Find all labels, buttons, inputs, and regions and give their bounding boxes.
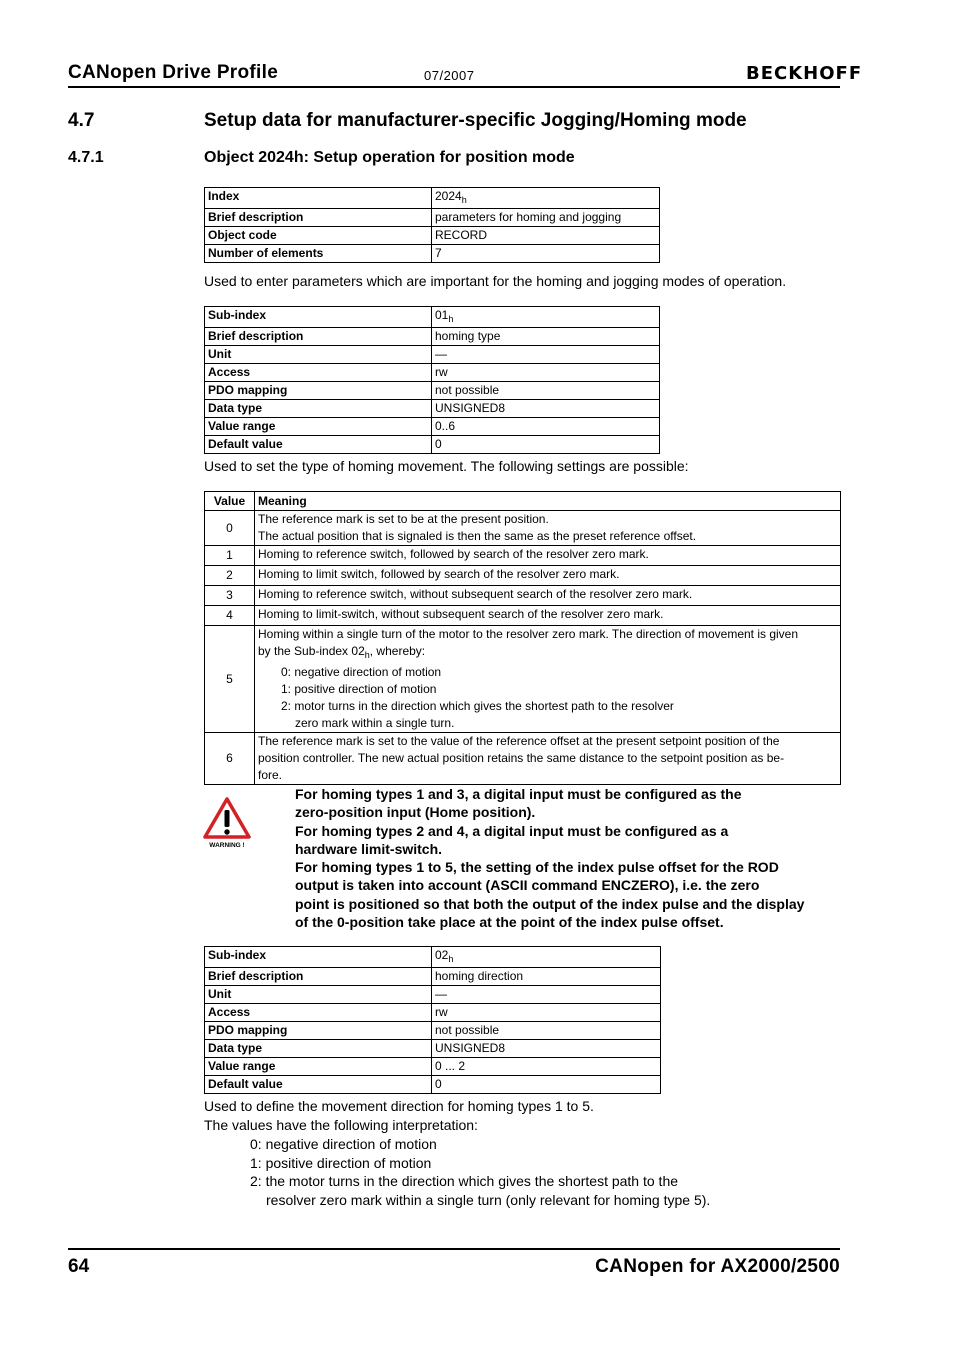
warning-icon-label: WARNING ! — [209, 842, 245, 849]
header-rule — [68, 86, 840, 88]
meaning-text: by the Sub-index 02 — [258, 644, 365, 658]
meaning-line: fore. — [258, 768, 283, 782]
table-row — [205, 566, 841, 586]
index-number: 2024 — [435, 189, 462, 203]
homing-meaning: Homing to limit switch, followed by search of the resolver zero mark. — [255, 566, 841, 586]
meaning-line: position controller. The new actual position retains the same distance to the setpoint position as be- — [258, 751, 785, 765]
homing-meaning: Homing to reference switch, without subsequent search of the resolver zero mark. — [255, 586, 841, 606]
warning-line: zero-position input (Home position). — [295, 804, 536, 821]
table-value: 7 — [432, 245, 660, 263]
table-key: Default value — [205, 1076, 432, 1094]
table-value: UNSIGNED8 — [432, 400, 660, 418]
table-value: rw — [432, 1004, 661, 1022]
table-value: — — [432, 986, 661, 1004]
document-date: 07/2007 — [424, 68, 475, 83]
table-key: Index — [205, 188, 432, 209]
table-row — [205, 1022, 661, 1040]
table-key: Sub-index — [205, 307, 432, 328]
warning-icon — [203, 797, 251, 849]
object-info-table — [204, 187, 660, 263]
warning-line: point is positioned so that both the output of the index pulse and the display — [295, 895, 805, 912]
homing-meaning: Homing to reference switch, followed by search of the resolver zero mark. — [255, 546, 841, 566]
meaning-text: , whereby: — [369, 644, 426, 658]
homing-value: 3 — [205, 586, 255, 606]
table-row — [205, 245, 660, 263]
table-row — [205, 209, 660, 227]
warning-line: For homing types 1 and 3, a digital input must be configured as the — [295, 786, 742, 802]
meaning-line: The reference mark is set to be at the present position. — [258, 512, 549, 526]
homing-meaning — [255, 626, 841, 733]
table-value: 0..6 — [432, 418, 660, 436]
footer-title: CANopen for AX2000/2500 — [595, 1256, 840, 1277]
table-key: Number of elements — [205, 245, 432, 263]
section-number: 4.7 — [68, 110, 95, 131]
table-value — [432, 307, 660, 328]
table-value: 0 — [432, 1076, 661, 1094]
table-key: Data type — [205, 1040, 432, 1058]
document-title: CANopen Drive Profile — [68, 62, 279, 83]
table-value — [432, 188, 660, 209]
table-value: 0 ... 2 — [432, 1058, 661, 1076]
table-value: not possible — [432, 382, 660, 400]
column-header-value: Value — [205, 492, 255, 511]
footer-rule — [68, 1248, 840, 1250]
table-value: — — [432, 346, 660, 364]
homing-meaning — [255, 511, 841, 546]
table-row — [205, 1004, 661, 1022]
table-key: Sub-index — [205, 947, 432, 968]
table-header-row — [205, 492, 841, 511]
table-key: PDO mapping — [205, 382, 432, 400]
table-row — [205, 947, 661, 968]
homing-value: 6 — [205, 733, 255, 785]
table-key: Object code — [205, 227, 432, 245]
table-key: Brief description — [205, 328, 432, 346]
table-value: not possible — [432, 1022, 661, 1040]
table-value: parameters for homing and jogging — [432, 209, 660, 227]
table-row — [205, 418, 660, 436]
table-key: Value range — [205, 1058, 432, 1076]
subindex-number: 02 — [435, 948, 449, 962]
table-key: Access — [205, 1004, 432, 1022]
table-key: Data type — [205, 400, 432, 418]
table-row — [205, 364, 660, 382]
hex-suffix: h — [448, 954, 454, 964]
table-row — [205, 346, 660, 364]
direction-list — [250, 1135, 710, 1210]
table-key: Access — [205, 364, 432, 382]
list-item: 1: positive direction of motion — [250, 1154, 432, 1171]
table-row — [205, 1040, 661, 1058]
homing-value: 1 — [205, 546, 255, 566]
paragraph: Used to define the movement direction for homing types 1 to 5. — [204, 1098, 594, 1114]
paragraph: Used to set the type of homing movement. The following settings are possible: — [204, 458, 689, 474]
table-row — [205, 586, 841, 606]
homing-meaning: Homing to limit-switch, without subsequent search of the resolver zero mark. — [255, 606, 841, 626]
table-row — [205, 227, 660, 245]
table-value: UNSIGNED8 — [432, 1040, 661, 1058]
hex-suffix: h — [364, 650, 370, 660]
page-number: 64 — [68, 1256, 90, 1277]
warning-line: For homing types 2 and 4, a digital input must be configured as a — [295, 822, 729, 839]
meaning-option: zero mark within a single turn. — [295, 716, 455, 730]
homing-value: 5 — [205, 626, 255, 733]
section-title: Setup data for manufacturer-specific Jogging/Homing mode — [204, 110, 747, 131]
subsection-title: Object 2024h: Setup operation for position mode — [204, 149, 575, 166]
table-value: RECORD — [432, 227, 660, 245]
hex-suffix: h — [448, 314, 454, 324]
meaning-option: 1: positive direction of motion — [281, 682, 437, 696]
table-key: Unit — [205, 346, 432, 364]
paragraph: Used to enter parameters which are important for the homing and jogging modes of operation. — [204, 273, 787, 289]
table-row — [205, 606, 841, 626]
table-row — [205, 1058, 661, 1076]
table-row — [205, 188, 660, 209]
meaning-line: The actual position that is signaled is then the same as the preset reference offset. — [258, 529, 697, 543]
warning-text — [295, 785, 835, 931]
homing-value: 2 — [205, 566, 255, 586]
table-value: homing type — [432, 328, 660, 346]
table-key: Value range — [205, 418, 432, 436]
warning-line: of the 0-position take place at the point of the index pulse offset. — [295, 914, 724, 931]
subindex-01-table — [204, 306, 660, 454]
table-row — [205, 626, 841, 733]
table-key: Unit — [205, 986, 432, 1004]
table-key: PDO mapping — [205, 1022, 432, 1040]
warning-line: For homing types 1 to 5, the setting of the index pulse offset for the ROD — [295, 859, 779, 876]
table-value: rw — [432, 364, 660, 382]
table-value: 0 — [432, 436, 660, 454]
table-row — [205, 968, 661, 986]
meaning-line: Homing within a single turn of the motor to the resolver zero mark. The direction of movement is given — [258, 627, 799, 641]
list-item: resolver zero mark within a single turn (only relevant for homing type 5). — [266, 1192, 711, 1209]
table-row — [205, 436, 660, 454]
paragraph: The values have the following interpretation: — [204, 1117, 478, 1133]
table-row — [205, 382, 660, 400]
table-key: Brief description — [205, 209, 432, 227]
meaning-line: The reference mark is set to the value of the reference offset at the present setpoint position of the — [258, 734, 780, 748]
table-row — [205, 307, 660, 328]
table-row — [205, 400, 660, 418]
list-item: 2: the motor turns in the direction which gives the shortest path to the — [250, 1173, 679, 1190]
meaning-line — [258, 643, 837, 664]
warning-line: output is taken into account (ASCII command ENCZERO), i.e. the zero — [295, 877, 760, 894]
homing-value: 0 — [205, 511, 255, 546]
table-value: homing direction — [432, 968, 661, 986]
homing-value: 4 — [205, 606, 255, 626]
brand-logo: BECKHOFF — [746, 63, 863, 84]
table-row — [205, 733, 841, 785]
homing-type-table — [204, 491, 841, 785]
table-key: Default value — [205, 436, 432, 454]
subindex-02-table — [204, 946, 661, 1094]
list-item: 0: negative direction of motion — [250, 1136, 437, 1152]
table-row — [205, 1076, 661, 1094]
table-row — [205, 546, 841, 566]
meaning-option: 0: negative direction of motion — [281, 665, 442, 679]
table-row — [205, 986, 661, 1004]
meaning-option: 2: motor turns in the direction which gives the shortest path to the resolver — [281, 699, 674, 713]
hex-suffix: h — [461, 195, 467, 205]
subindex-number: 01 — [435, 308, 449, 322]
column-header-meaning: Meaning — [255, 492, 841, 511]
table-row — [205, 511, 841, 546]
table-row — [205, 328, 660, 346]
subsection-number: 4.7.1 — [68, 149, 104, 166]
table-key: Brief description — [205, 968, 432, 986]
warning-line: hardware limit-switch. — [295, 840, 443, 857]
homing-meaning — [255, 733, 841, 785]
table-value — [432, 947, 661, 968]
